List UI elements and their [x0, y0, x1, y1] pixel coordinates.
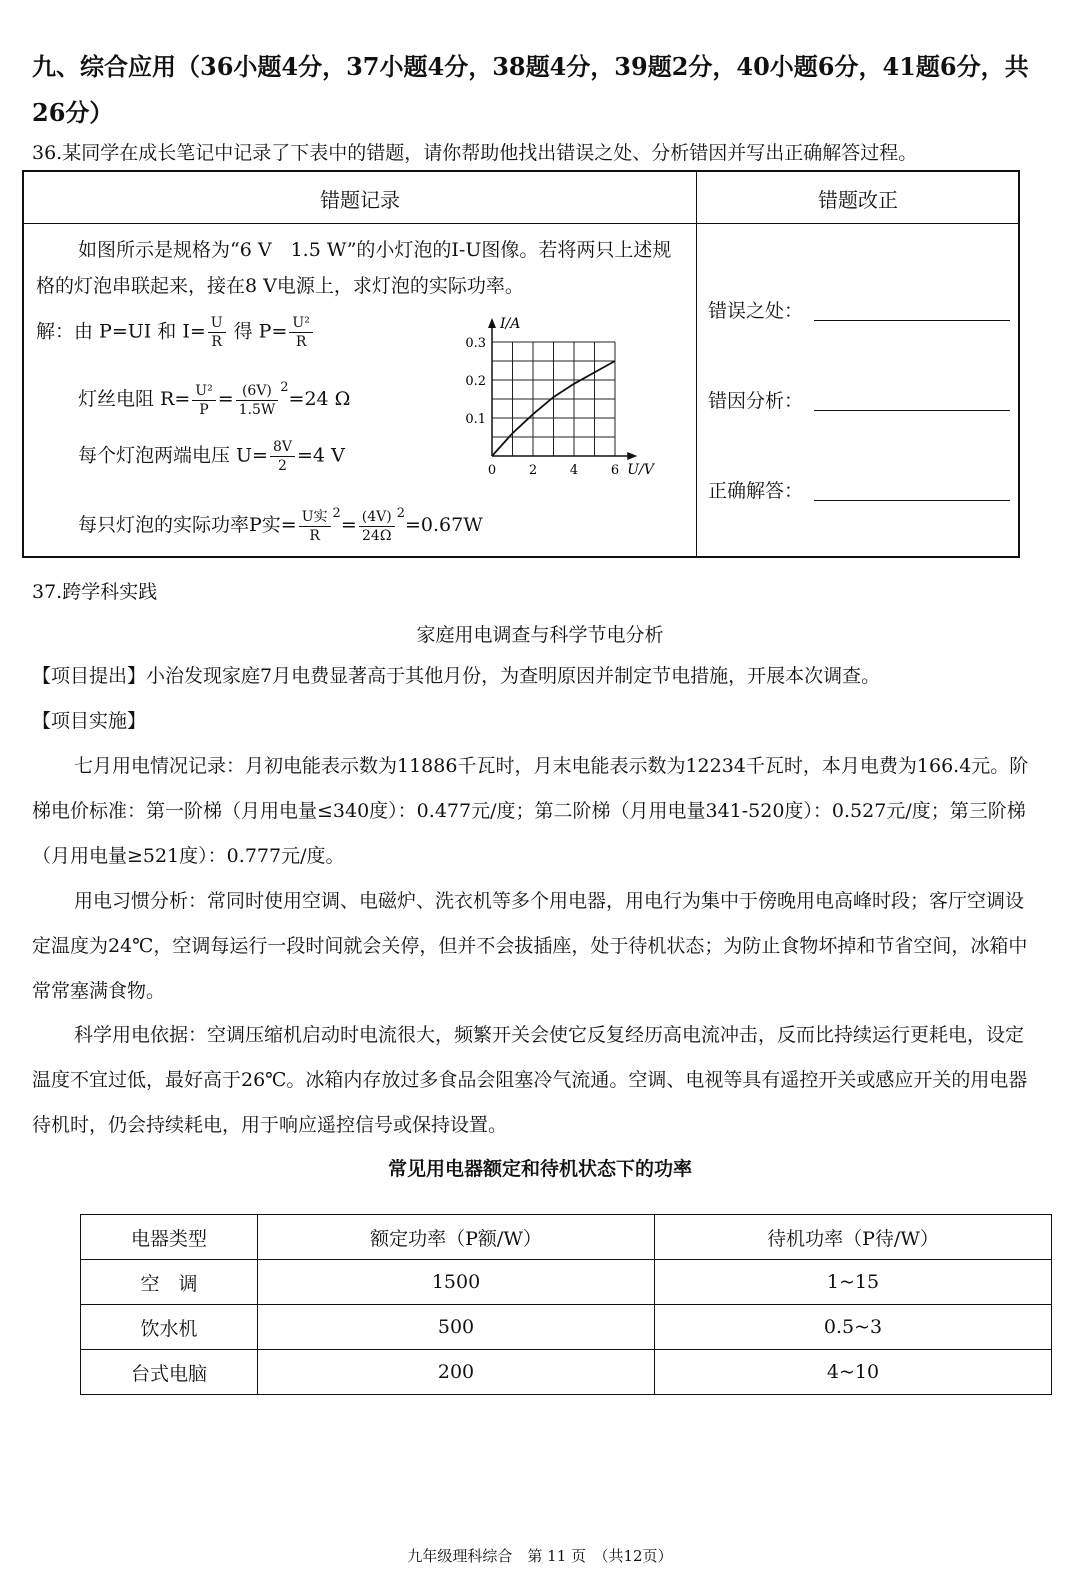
y-axis-arrow: [488, 318, 496, 328]
solution-line-4: 每只灯泡的实际功率P实= $\frac{\text{U实}}{R}$ $^2$= $\frac{(4V)}{24\Omega}$ $^2$=0.67W: [78, 506, 483, 544]
fraction-denominator: R: [309, 527, 320, 544]
y-tick-label: 0.2: [465, 374, 486, 389]
scientific-basis: 科学用电依据：空调压缩机启动时电流很大，频繁开关会使它反复经历高电流冲击，反而比持续运行更耗电，设定温度不宜过低，最好高于26℃。冰箱内存放过多食品会阻塞冷气流通。空调、电视等具有遥控开关或感应开关的用电器待机时，仍会持续耗电，用于响应遥控信号或保持设置。: [32, 1024, 1028, 1136]
electricity-record: 七月用电情况记录：月初电能表示数为11886千瓦时，月末电能表示数为12234千瓦时，本月电费为166.4元。阶梯电价标准：第一阶梯（月用电量≤340度）：0.477元/度；第二阶梯（月用电量341-520度）：0.527元/度；第三阶梯（月用电量≥521度）：0.777元/度。: [32, 755, 1029, 867]
fraction: [289, 314, 312, 351]
project-implementation: 【项目实施】: [32, 710, 147, 732]
answer-line-cause[interactable]: [814, 410, 1010, 411]
table-row: [81, 1305, 1052, 1350]
table-row: [81, 1260, 1052, 1305]
fraction-numerator: (4V): [359, 508, 395, 527]
fraction-numerator: U实: [299, 508, 331, 527]
usage-habits: 用电习惯分析：常同时使用空调、电磁炉、洗衣机等多个用电器，用电行为集中于傍晚用电高峰时段；客厅空调设定温度为24℃，空调每运行一段时间就会关停，但并不会拔插座，处于待机状态；为防止食物坏掉和节省空间，冰箱中常常塞满食物。: [32, 890, 1028, 1002]
fraction: [299, 508, 331, 545]
label-cause: 错因分析：: [708, 390, 804, 412]
table-header-cell: 待机功率（P待/W）: [655, 1215, 1052, 1260]
table-cell: 500: [258, 1305, 655, 1350]
table-header-row: [81, 1215, 1052, 1260]
x-axis-label: U/V: [627, 462, 654, 478]
fraction: [270, 438, 295, 475]
fraction-numerator: 8V: [270, 438, 295, 457]
fraction-numerator: U²: [192, 382, 215, 401]
fraction-denominator: R: [211, 334, 222, 350]
solution-result: =24 Ω: [288, 388, 351, 410]
x-tick-label: 0: [487, 463, 497, 478]
table-row: [81, 1350, 1052, 1395]
table-header-cell: 额定功率（P额/W）: [258, 1215, 655, 1260]
table-cell: 台式电脑: [81, 1350, 258, 1395]
x-axis-arrow: [627, 452, 637, 460]
fraction: [192, 382, 215, 419]
fraction-denominator: 2: [278, 458, 287, 474]
project-proposal: 【项目提出】小治发现家庭7月电费显著高于其他月份，为查明原因并制定节电措施，开展本次调查。: [32, 665, 881, 687]
fraction-denominator: R: [295, 334, 307, 350]
superscript: 2: [332, 506, 341, 521]
solution-text: 每个灯泡两端电压 U=: [78, 444, 268, 467]
superscript: 2: [396, 506, 405, 521]
solution-text: 得 P=: [233, 320, 288, 343]
solution-result: =0.67W: [404, 514, 483, 536]
table-cell: 1500: [258, 1260, 655, 1305]
label-answer: 正确解答：: [708, 480, 804, 502]
q37-title: 家庭用电调查与科学节电分析: [416, 624, 664, 646]
table-cell: 0.5~3: [655, 1305, 1052, 1350]
fraction-numerator: (6V): [236, 382, 279, 401]
q36-table: [22, 170, 1020, 558]
table-cell: 1~15: [655, 1260, 1052, 1305]
fraction-denominator: P: [199, 401, 209, 418]
solution-text: 灯丝电阻 R=: [78, 388, 191, 410]
q37-number: 37.跨学科实践: [32, 581, 158, 603]
answer-line-error[interactable]: [814, 320, 1010, 321]
fraction-denominator: 1.5W: [238, 401, 276, 418]
fraction-numerator: U²: [289, 314, 312, 333]
solution-text: 解：由 P=UI 和 I=: [36, 320, 206, 343]
header-mistake-record: 错题记录: [320, 188, 400, 212]
solution-line-3: [78, 438, 345, 475]
solution-line-1: [36, 314, 315, 351]
table-title: 常见用电器额定和待机状态下的功率: [387, 1158, 692, 1180]
solution-line-2: 灯丝电阻 R= $\frac{\text{U²}}{P}$ = $\frac{(6V)}{1.5W}$ $^2$=24 Ω: [78, 380, 351, 418]
table-cell: 4~10: [655, 1350, 1052, 1395]
fraction-numerator: U: [208, 314, 226, 333]
q36-prompt: 36.某同学在成长笔记中记录了下表中的错题，请你帮助他找出错误之处、分析错因并写出正确解答过程。: [32, 142, 918, 164]
fraction-denominator: 24Ω: [362, 527, 392, 544]
table-header-cell: 电器类型: [81, 1215, 258, 1260]
x-tick-label: 2: [528, 463, 538, 478]
header-mistake-correction: 错题改正: [818, 188, 898, 212]
fraction: [359, 508, 395, 545]
correction-column: [696, 224, 1020, 558]
answer-line-solution[interactable]: [814, 500, 1010, 501]
label-error: 错误之处：: [708, 300, 804, 322]
solution-text: 每只灯泡的实际功率P实=: [78, 514, 297, 536]
y-tick-label: 0.3: [465, 336, 486, 351]
power-table: [80, 1214, 1052, 1395]
x-tick-label: 6: [610, 463, 620, 478]
table-cell: 饮水机: [81, 1305, 258, 1350]
y-tick-label: 0.1: [465, 412, 486, 427]
x-tick-label: 4: [569, 463, 579, 478]
section-title: 九、综合应用（36小题4分，37小题4分，38题4分，39题2分，40小题6分，41题6分，共26分）: [32, 52, 1029, 127]
page-footer: 九年级理科综合 第 11 页 （共12页）: [407, 1547, 673, 1565]
iu-chart: [432, 308, 682, 488]
table-cell: 200: [258, 1350, 655, 1395]
y-axis-label: I/A: [500, 316, 521, 332]
fraction: [236, 382, 279, 419]
superscript: 2: [280, 380, 289, 395]
solution-result: =4 V: [297, 444, 345, 467]
table-cell: 空 调: [81, 1260, 258, 1305]
q36-problem: 如图所示是规格为“6 V 1.5 W”的小灯泡的I-U图像。若将两只上述规格的灯泡串联起来，接在8 V电源上，求灯泡的实际功率。: [36, 239, 672, 297]
fraction: [208, 314, 226, 351]
